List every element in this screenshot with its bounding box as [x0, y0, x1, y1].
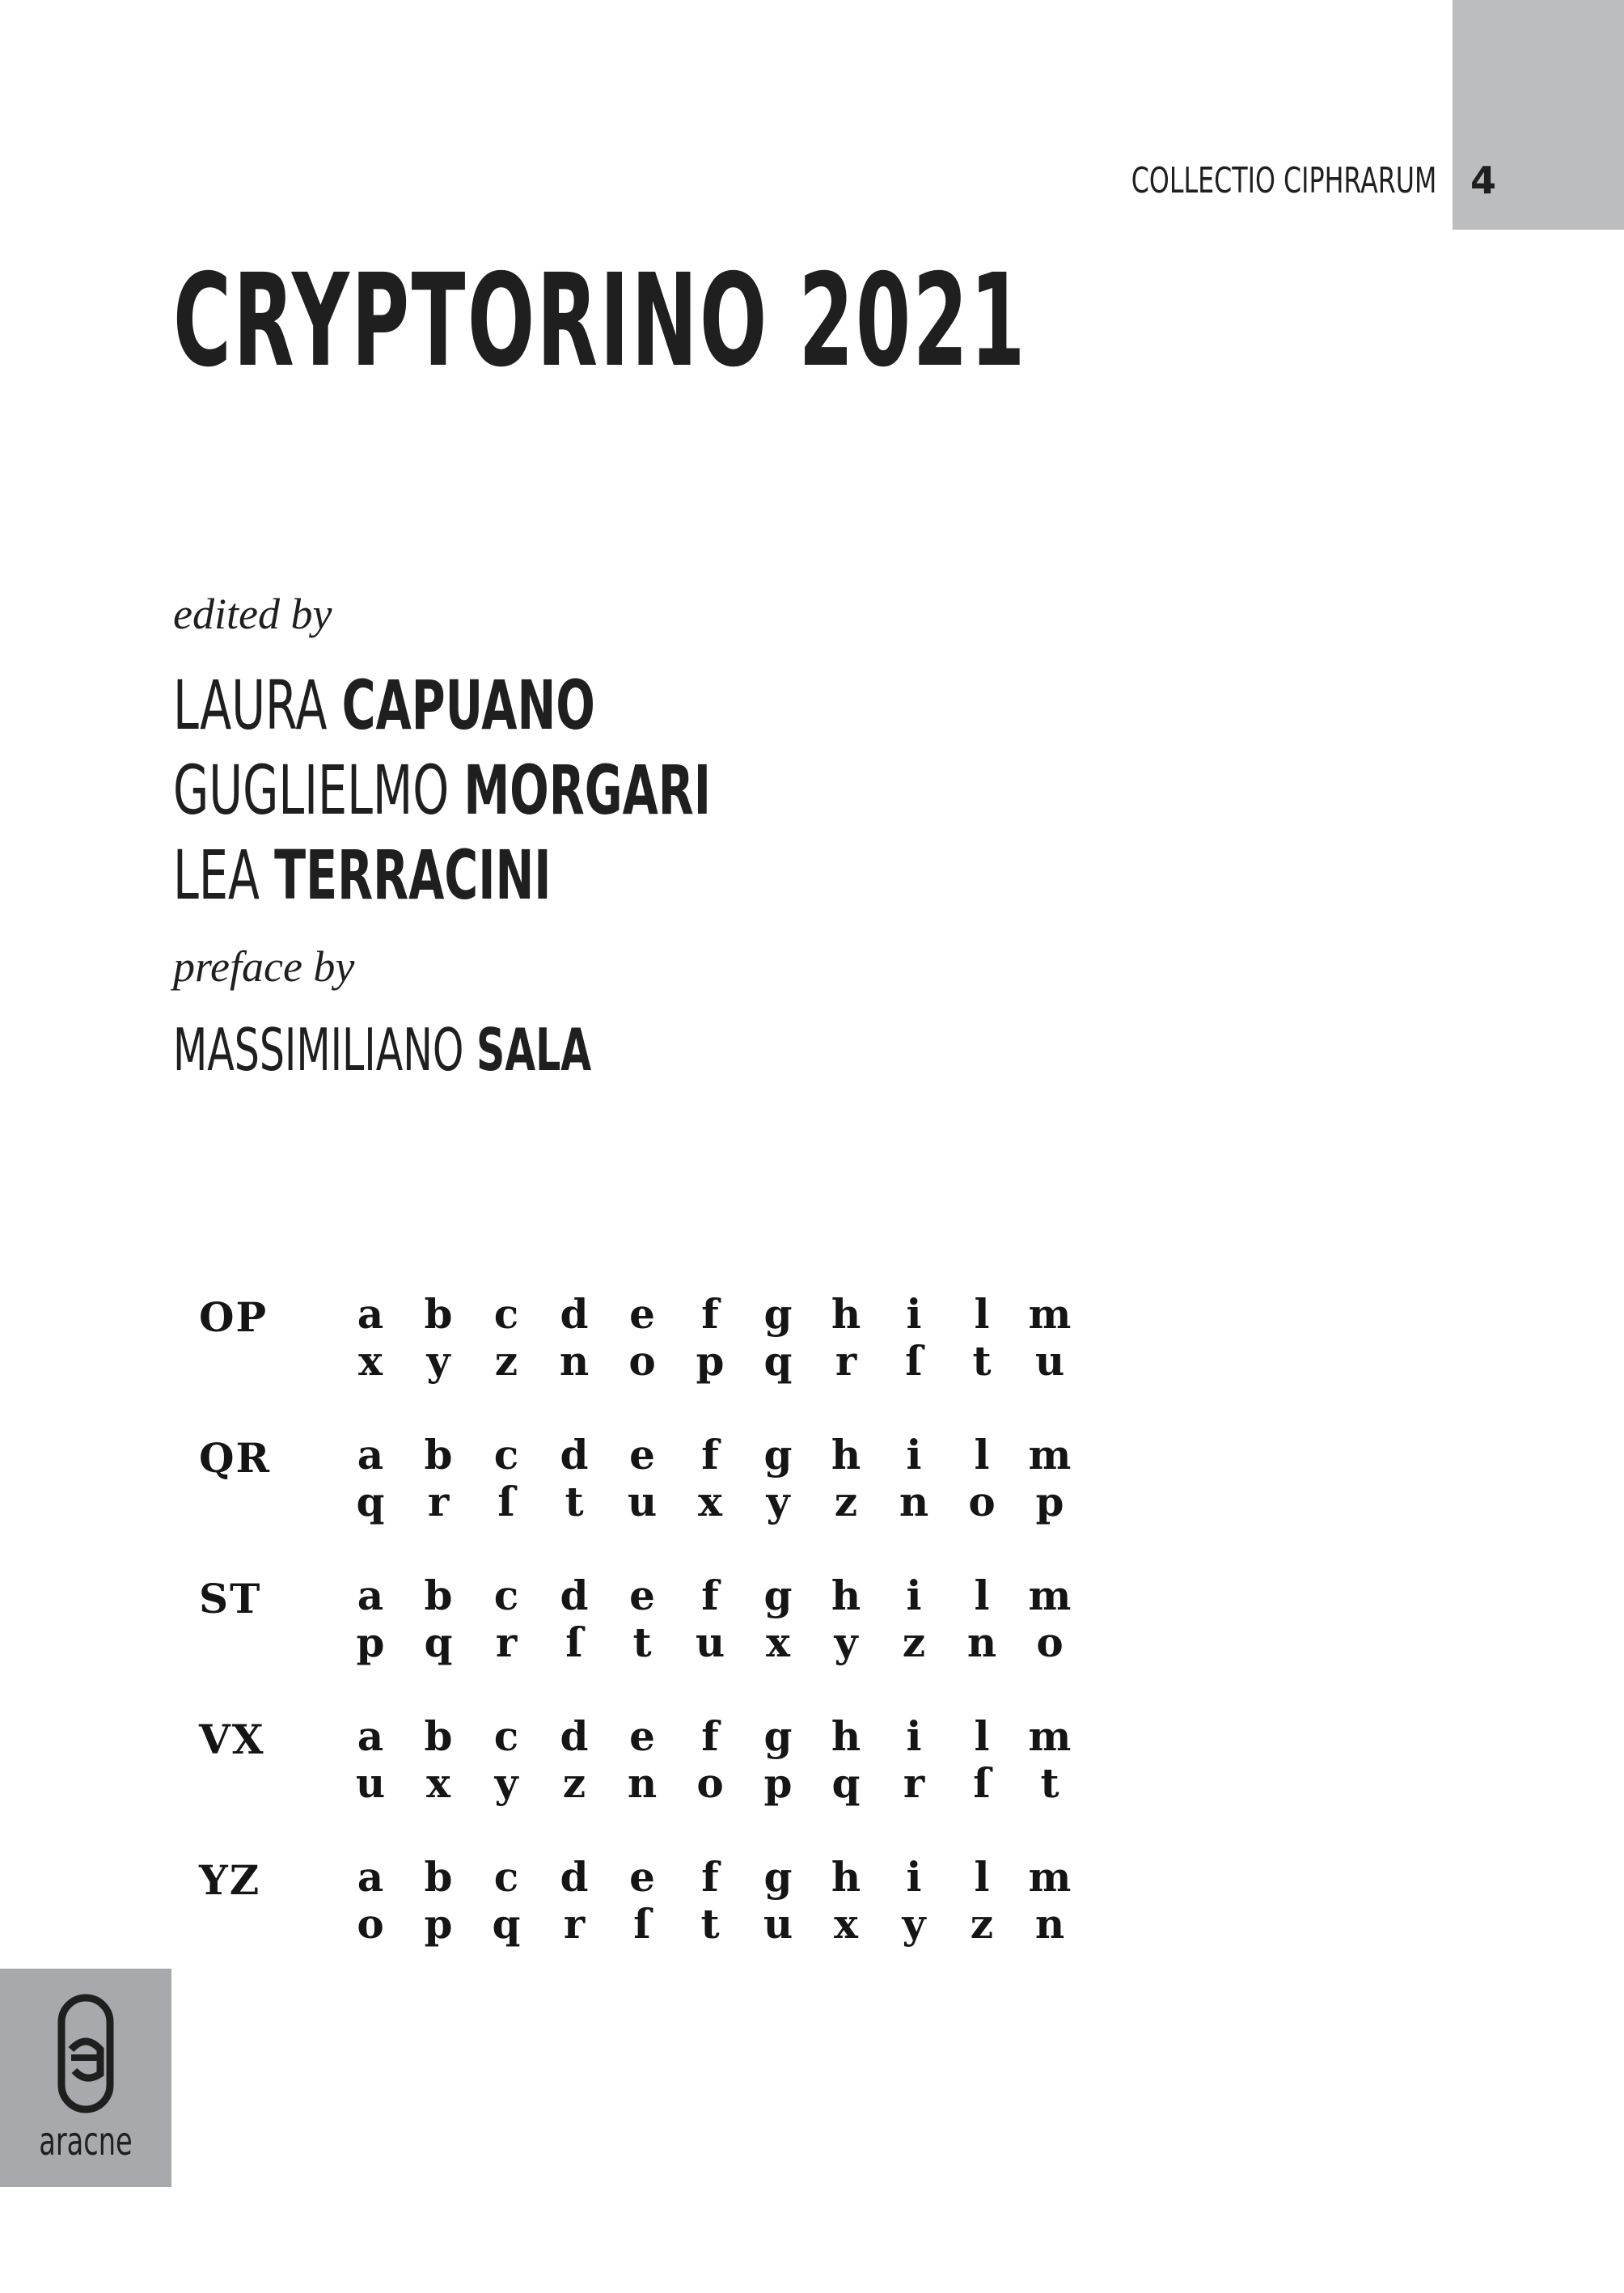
series-name: COLLECTIO CIPHRARUM — [1131, 160, 1436, 201]
cipher-letter: u — [763, 1900, 793, 1948]
cipher-bottom-line — [336, 1759, 1084, 1807]
cipher-letter: l — [974, 1431, 990, 1479]
editor-last-name: CAPUANO — [341, 666, 595, 745]
cipher-letter: r — [903, 1759, 925, 1807]
cipher-letter: b — [424, 1290, 453, 1338]
cipher-letter: z — [970, 1900, 994, 1948]
preface-author — [173, 1016, 592, 1084]
cipher-letter: a — [357, 1712, 384, 1760]
cipher-bottom-line — [336, 1618, 1084, 1666]
cipher-key: QR — [199, 1434, 272, 1482]
cipher-letter: b — [424, 1853, 453, 1901]
cipher-letter: b — [424, 1712, 453, 1760]
cipher-letter: r — [427, 1478, 450, 1525]
cipher-letter: c — [493, 1853, 519, 1901]
cipher-letter: l — [974, 1572, 990, 1619]
series-number: 4 — [1470, 159, 1497, 202]
cipher-letter: o — [357, 1900, 384, 1948]
cipher-letter: m — [1028, 1290, 1072, 1338]
cipher-letter: a — [357, 1431, 384, 1479]
cipher-letter: t — [565, 1478, 584, 1525]
cipher-letter: y — [834, 1618, 858, 1666]
cipher-letter: d — [560, 1431, 589, 1479]
cipher-bottom-line — [336, 1478, 1084, 1525]
cipher-letter: y — [766, 1478, 790, 1525]
cipher-letter: t — [1040, 1759, 1059, 1807]
cipher-letter: n — [627, 1759, 658, 1807]
cipher-letter: e — [629, 1712, 655, 1760]
cipher-letter: u — [355, 1759, 386, 1807]
aracne-logo-icon — [50, 1993, 121, 2114]
cipher-key: VX — [199, 1716, 265, 1763]
preface-author-last-name: SALA — [476, 1016, 592, 1084]
preface-author-first-name: MASSIMILIANO — [173, 1016, 464, 1084]
cipher-letter: n — [899, 1478, 929, 1525]
cipher-letter: d — [560, 1572, 589, 1619]
cipher-letter: y — [426, 1337, 450, 1385]
editor-last-name: TERRACINI — [274, 836, 552, 915]
cipher-letter: t — [700, 1900, 720, 1948]
cipher-row — [191, 1853, 1072, 1994]
cipher-letter: n — [966, 1618, 997, 1666]
edited-by-label: edited by — [173, 590, 332, 638]
cipher-letter: ſ — [565, 1618, 583, 1666]
cipher-letter: f — [701, 1712, 719, 1760]
cipher-letter: q — [356, 1478, 385, 1525]
cipher-letter: b — [424, 1572, 453, 1619]
publisher-name: aracne — [39, 2119, 133, 2164]
cipher-letter: g — [763, 1431, 793, 1479]
editor-2 — [173, 751, 712, 830]
cipher-letter: g — [763, 1290, 793, 1338]
cipher-letter: q — [492, 1900, 521, 1948]
cipher-top-line — [336, 1290, 1084, 1338]
cipher-letter: h — [831, 1853, 861, 1901]
cipher-letter: o — [1036, 1618, 1064, 1666]
cipher-letter: f — [701, 1853, 719, 1901]
cipher-letter: u — [627, 1478, 658, 1525]
cipher-letter: g — [763, 1572, 793, 1619]
cipher-top-line — [336, 1712, 1084, 1760]
cipher-letter: h — [831, 1572, 861, 1619]
cipher-letter: i — [906, 1712, 922, 1760]
cipher-letter: b — [424, 1431, 453, 1479]
cipher-letter: c — [493, 1712, 519, 1760]
cipher-row — [191, 1572, 1072, 1712]
cipher-letter: n — [559, 1337, 590, 1385]
cipher-letter: p — [356, 1618, 385, 1666]
cipher-letter: z — [494, 1337, 518, 1385]
cipher-letter: ſ — [497, 1478, 515, 1525]
cipher-letter: i — [906, 1853, 922, 1901]
cipher-letter: y — [494, 1759, 518, 1807]
cipher-letter: i — [906, 1431, 922, 1479]
cipher-letter: q — [831, 1759, 861, 1807]
cipher-letter: d — [560, 1290, 589, 1338]
cipher-table-illustration — [191, 1290, 1072, 1994]
cipher-letter: y — [902, 1900, 926, 1948]
cipher-top-line — [336, 1853, 1084, 1901]
publisher-logo-box — [0, 1969, 171, 2187]
cipher-letter: u — [695, 1618, 725, 1666]
cipher-letter: z — [834, 1478, 858, 1525]
cipher-letter: ſ — [633, 1900, 651, 1948]
cipher-letter: f — [701, 1572, 719, 1619]
cipher-letter: o — [628, 1337, 656, 1385]
cipher-top-line — [336, 1572, 1084, 1619]
editor-first-name: LAURA — [173, 666, 328, 745]
cipher-row — [191, 1431, 1072, 1572]
editor-1 — [173, 666, 595, 745]
cipher-letter: t — [632, 1618, 652, 1666]
cipher-letter: l — [974, 1712, 990, 1760]
cipher-letter: a — [357, 1572, 384, 1619]
cipher-letter: e — [629, 1431, 655, 1479]
cipher-letter: l — [974, 1853, 990, 1901]
cipher-letter: m — [1028, 1853, 1072, 1901]
cipher-letter: r — [563, 1900, 586, 1948]
cipher-letter: q — [763, 1337, 793, 1385]
editor-first-name: LEA — [173, 836, 260, 915]
editor-3 — [173, 836, 552, 915]
cipher-letter: r — [495, 1618, 518, 1666]
cipher-letter: h — [831, 1290, 861, 1338]
cipher-bottom-line — [336, 1900, 1084, 1948]
cipher-letter: m — [1028, 1572, 1072, 1619]
cipher-letter: e — [629, 1853, 655, 1901]
cipher-letter: h — [831, 1431, 861, 1479]
cipher-letter: t — [972, 1337, 992, 1385]
cipher-key: OP — [199, 1293, 269, 1341]
cipher-letter: d — [560, 1712, 589, 1760]
cipher-letter: u — [1034, 1337, 1065, 1385]
cipher-letter: n — [1034, 1900, 1065, 1948]
cipher-letter: ſ — [973, 1759, 991, 1807]
cipher-letter: x — [426, 1759, 450, 1807]
book-title: CRYPTORINO 2021 — [173, 247, 1027, 396]
cipher-letter: o — [696, 1759, 724, 1807]
cipher-letter: e — [629, 1290, 655, 1338]
cipher-row — [191, 1290, 1072, 1431]
cipher-letter: x — [698, 1478, 722, 1525]
cipher-letter: f — [701, 1290, 719, 1338]
cipher-letter: x — [358, 1337, 383, 1385]
cipher-letter: q — [424, 1618, 453, 1666]
cipher-letter: ſ — [905, 1337, 923, 1385]
cipher-letter: e — [629, 1572, 655, 1619]
cipher-letter: p — [424, 1900, 453, 1948]
cipher-letter: c — [493, 1572, 519, 1619]
cipher-key: YZ — [199, 1856, 261, 1904]
cipher-letter: r — [835, 1337, 857, 1385]
cipher-bottom-line — [336, 1337, 1084, 1385]
cipher-letter: z — [902, 1618, 926, 1666]
cipher-letter: a — [357, 1290, 384, 1338]
cipher-letter: c — [493, 1290, 519, 1338]
cipher-letter: g — [763, 1853, 793, 1901]
cipher-letter: p — [696, 1337, 725, 1385]
cipher-letter: l — [974, 1290, 990, 1338]
cipher-letter: z — [562, 1759, 586, 1807]
cipher-letter: x — [834, 1900, 858, 1948]
cipher-letter: o — [968, 1478, 996, 1525]
preface-by-label: preface by — [173, 942, 355, 991]
cipher-letter: h — [831, 1712, 861, 1760]
cipher-letter: m — [1028, 1712, 1072, 1760]
editor-last-name: MORGARI — [463, 751, 712, 830]
cipher-letter: p — [763, 1759, 793, 1807]
cipher-letter: a — [357, 1853, 384, 1901]
cipher-letter: f — [701, 1431, 719, 1479]
cipher-top-line — [336, 1431, 1084, 1479]
cipher-key: ST — [199, 1575, 262, 1622]
cipher-letter: m — [1028, 1431, 1072, 1479]
cipher-letter: i — [906, 1290, 922, 1338]
cipher-letter: p — [1035, 1478, 1064, 1525]
cipher-letter: c — [493, 1431, 519, 1479]
cipher-row — [191, 1712, 1072, 1853]
editor-first-name: GUGLIELMO — [173, 751, 450, 830]
cipher-letter: d — [560, 1853, 589, 1901]
cipher-letter: i — [906, 1572, 922, 1619]
cipher-letter: x — [766, 1618, 790, 1666]
cipher-letter: g — [763, 1712, 793, 1760]
